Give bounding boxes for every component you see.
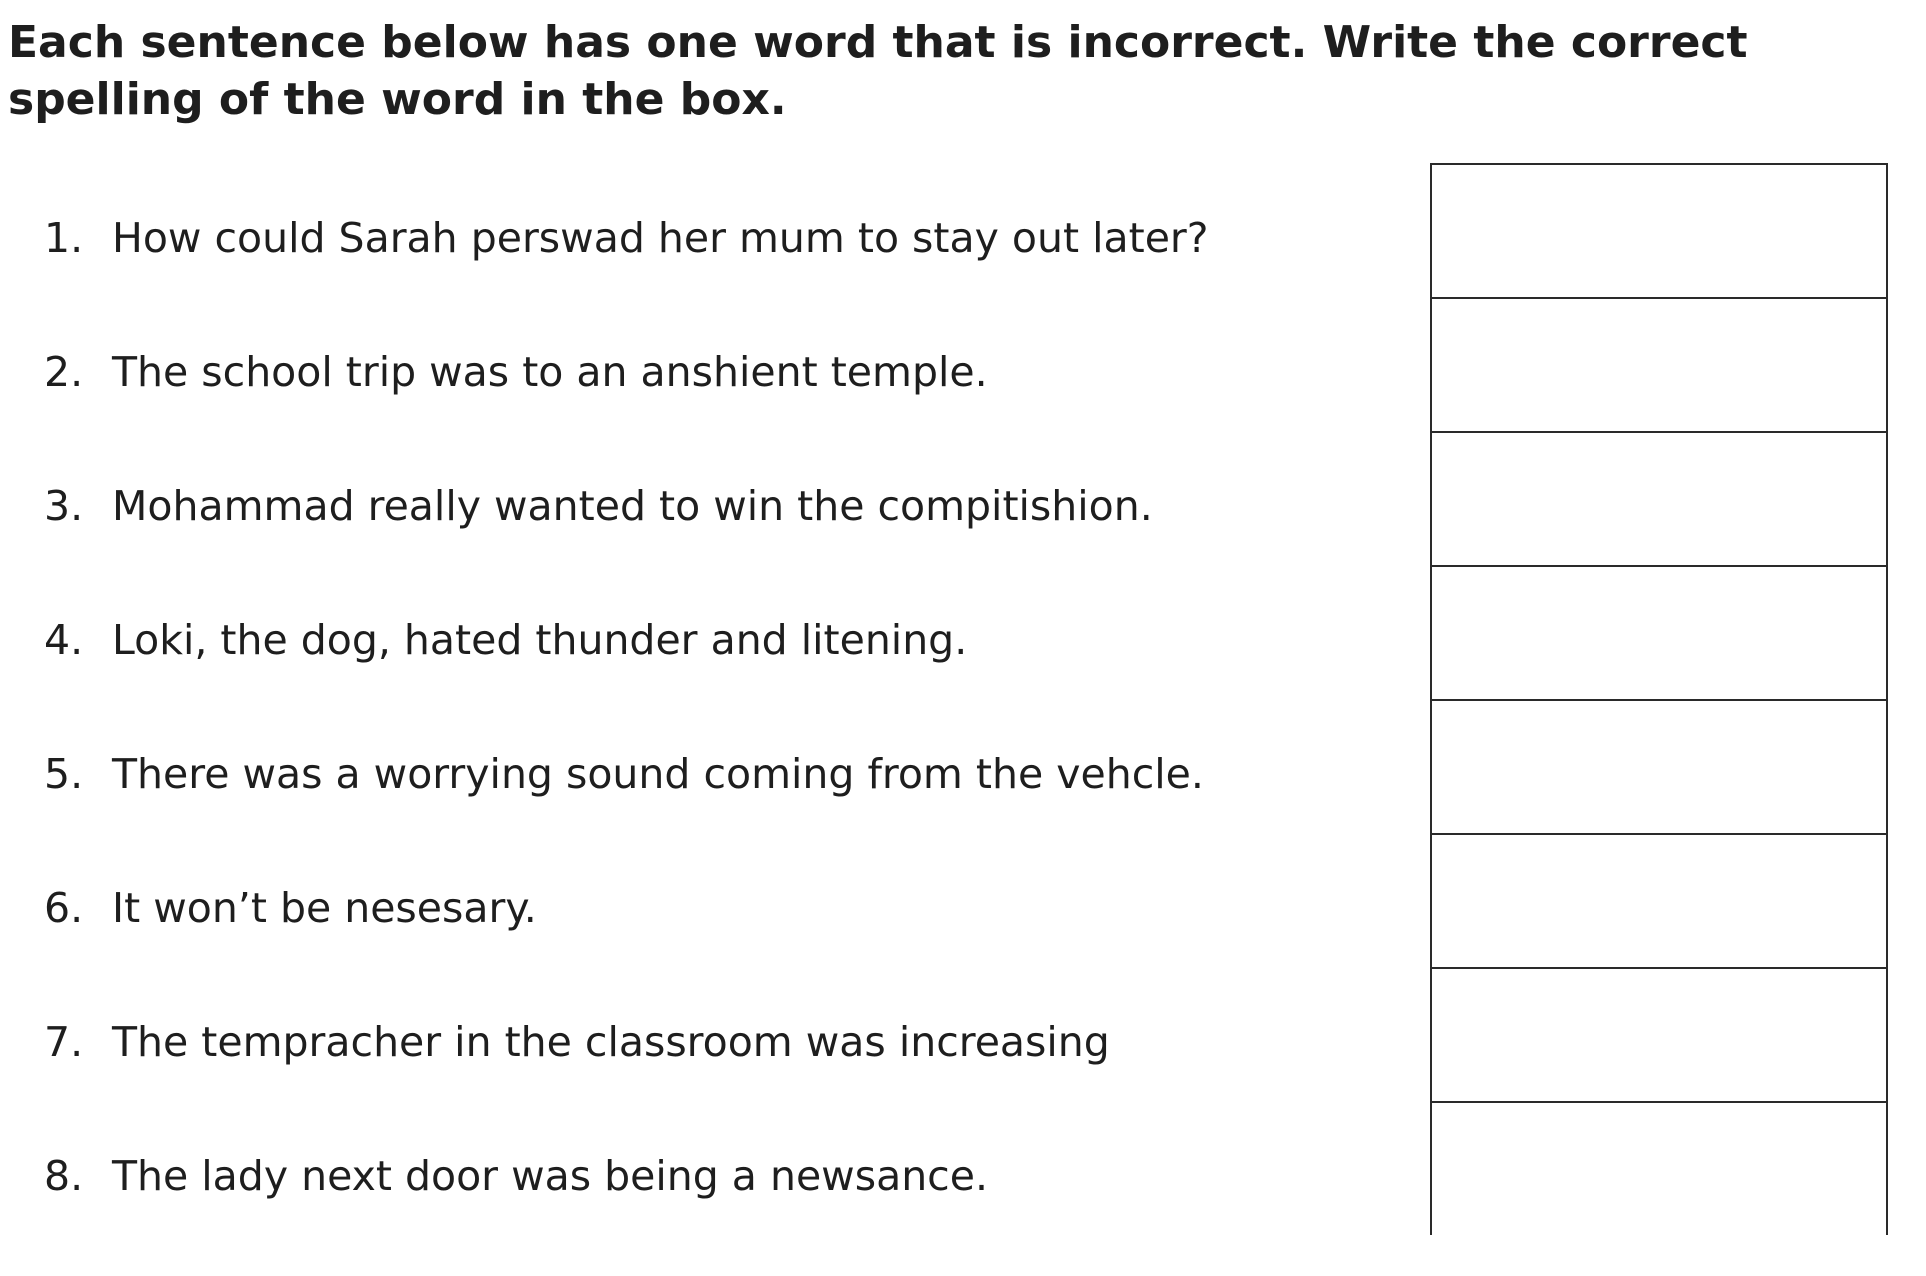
answer-box-8[interactable] [1432, 1103, 1886, 1237]
answer-box-4[interactable] [1432, 567, 1886, 701]
answer-box-2[interactable] [1432, 299, 1886, 433]
answer-box-7[interactable] [1432, 969, 1886, 1103]
question-text: There was a worrying sound coming from the vehcle. [112, 750, 1204, 798]
question-number: 3. [44, 482, 84, 530]
answer-box-column [1430, 163, 1888, 1235]
question-text: The lady next door was being a newsance. [112, 1152, 988, 1200]
answer-box-6[interactable] [1432, 835, 1886, 969]
answer-box-1[interactable] [1432, 165, 1886, 299]
question-number: 5. [44, 750, 84, 798]
answer-box-5[interactable] [1432, 701, 1886, 835]
question-number: 7. [44, 1018, 84, 1066]
question-number: 8. [44, 1152, 84, 1200]
question-text: Mohammad really wanted to win the compitishion. [112, 482, 1153, 530]
question-number: 1. [44, 214, 84, 262]
question-text: The school trip was to an anshient temple. [112, 348, 988, 396]
question-number: 4. [44, 616, 84, 664]
question-text: It won’t be nesesary. [112, 884, 537, 932]
question-text: How could Sarah perswad her mum to stay out later? [112, 214, 1209, 262]
question-number: 6. [44, 884, 84, 932]
instructions: Each sentence below has one word that is incorrect. Write the correct spelling of the word in the box. [8, 17, 1748, 125]
question-text: The tempracher in the classroom was increasing [112, 1018, 1110, 1066]
question-number: 2. [44, 348, 84, 396]
answer-box-3[interactable] [1432, 433, 1886, 567]
question-text: Loki, the dog, hated thunder and litening. [112, 616, 968, 664]
